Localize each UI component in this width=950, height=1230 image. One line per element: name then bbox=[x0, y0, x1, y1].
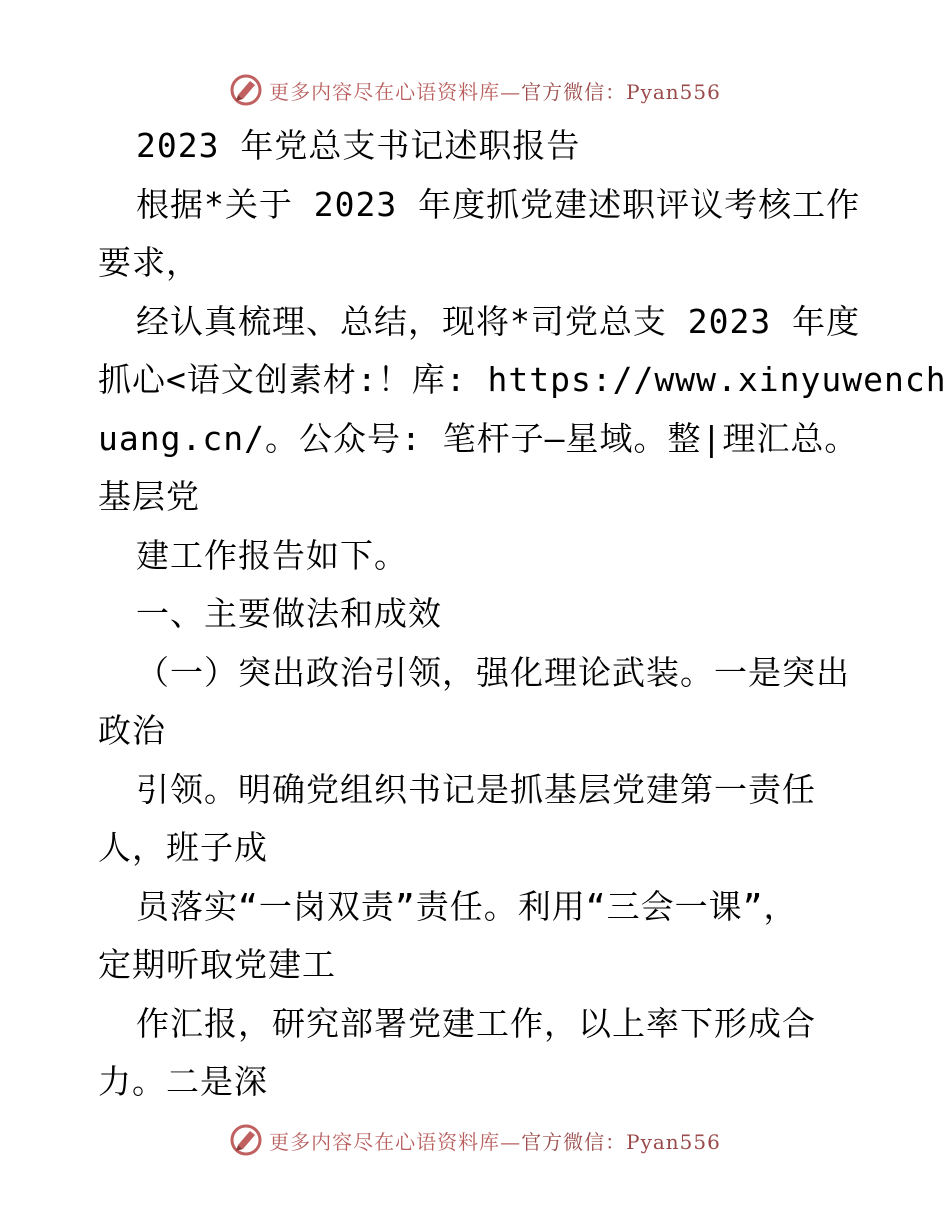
doc-line: 要求， bbox=[98, 243, 200, 282]
footer-wechat: 官方微信：Pyan556 bbox=[521, 1129, 721, 1154]
header-text bbox=[269, 76, 721, 105]
doc-title: 2023 年党总支书记述职报告 bbox=[136, 126, 581, 165]
doc-line: 人，班子成 bbox=[98, 828, 268, 867]
doc-line: 引领。明确党组织书记是抓基层党建第一责任 bbox=[136, 769, 816, 809]
doc-line: 定期听取党建工 bbox=[98, 945, 336, 984]
doc-line: 政治 bbox=[98, 711, 166, 750]
doc-line: 建工作报告如下。 bbox=[136, 535, 408, 575]
header-banner bbox=[0, 70, 950, 110]
document-body bbox=[98, 117, 947, 1112]
doc-section-heading: 一、主要做法和成效 bbox=[136, 594, 442, 633]
brand-logo-icon bbox=[229, 73, 263, 107]
doc-line: 员落实“一岗双责”责任。利用“三会一课”， bbox=[136, 886, 798, 926]
header-wechat: 官方微信：Pyan556 bbox=[521, 79, 721, 104]
doc-subsection-heading: （一）突出政治引领，强化理论武装。一是突出 bbox=[136, 652, 850, 692]
doc-line: 作汇报，研究部署党建工作，以上率下形成合 bbox=[136, 1003, 816, 1043]
footer-banner bbox=[0, 1120, 950, 1160]
header-separator: — bbox=[500, 79, 522, 104]
brand-logo-icon bbox=[229, 1123, 263, 1157]
doc-line: 基层党 bbox=[98, 477, 200, 516]
doc-line: 抓心<语文创素材:！库: https://www.xinyuwench bbox=[98, 360, 947, 399]
doc-line: 力。二是深 bbox=[98, 1062, 268, 1101]
footer-separator: — bbox=[500, 1129, 522, 1154]
header-site-name: 更多内容尽在心语资料库 bbox=[269, 79, 501, 104]
footer-site-name: 更多内容尽在心语资料库 bbox=[269, 1129, 501, 1154]
doc-line: 根据*关于 2023 年度抓党建述职评议考核工作 bbox=[136, 184, 861, 224]
doc-line: 经认真梳理、总结，现将*司党总支 2023 年度 bbox=[136, 301, 861, 341]
footer-text bbox=[269, 1126, 721, 1155]
doc-line: uang.cn/。公众号: 笔杆子—星域。整|理汇总。 bbox=[98, 418, 859, 458]
